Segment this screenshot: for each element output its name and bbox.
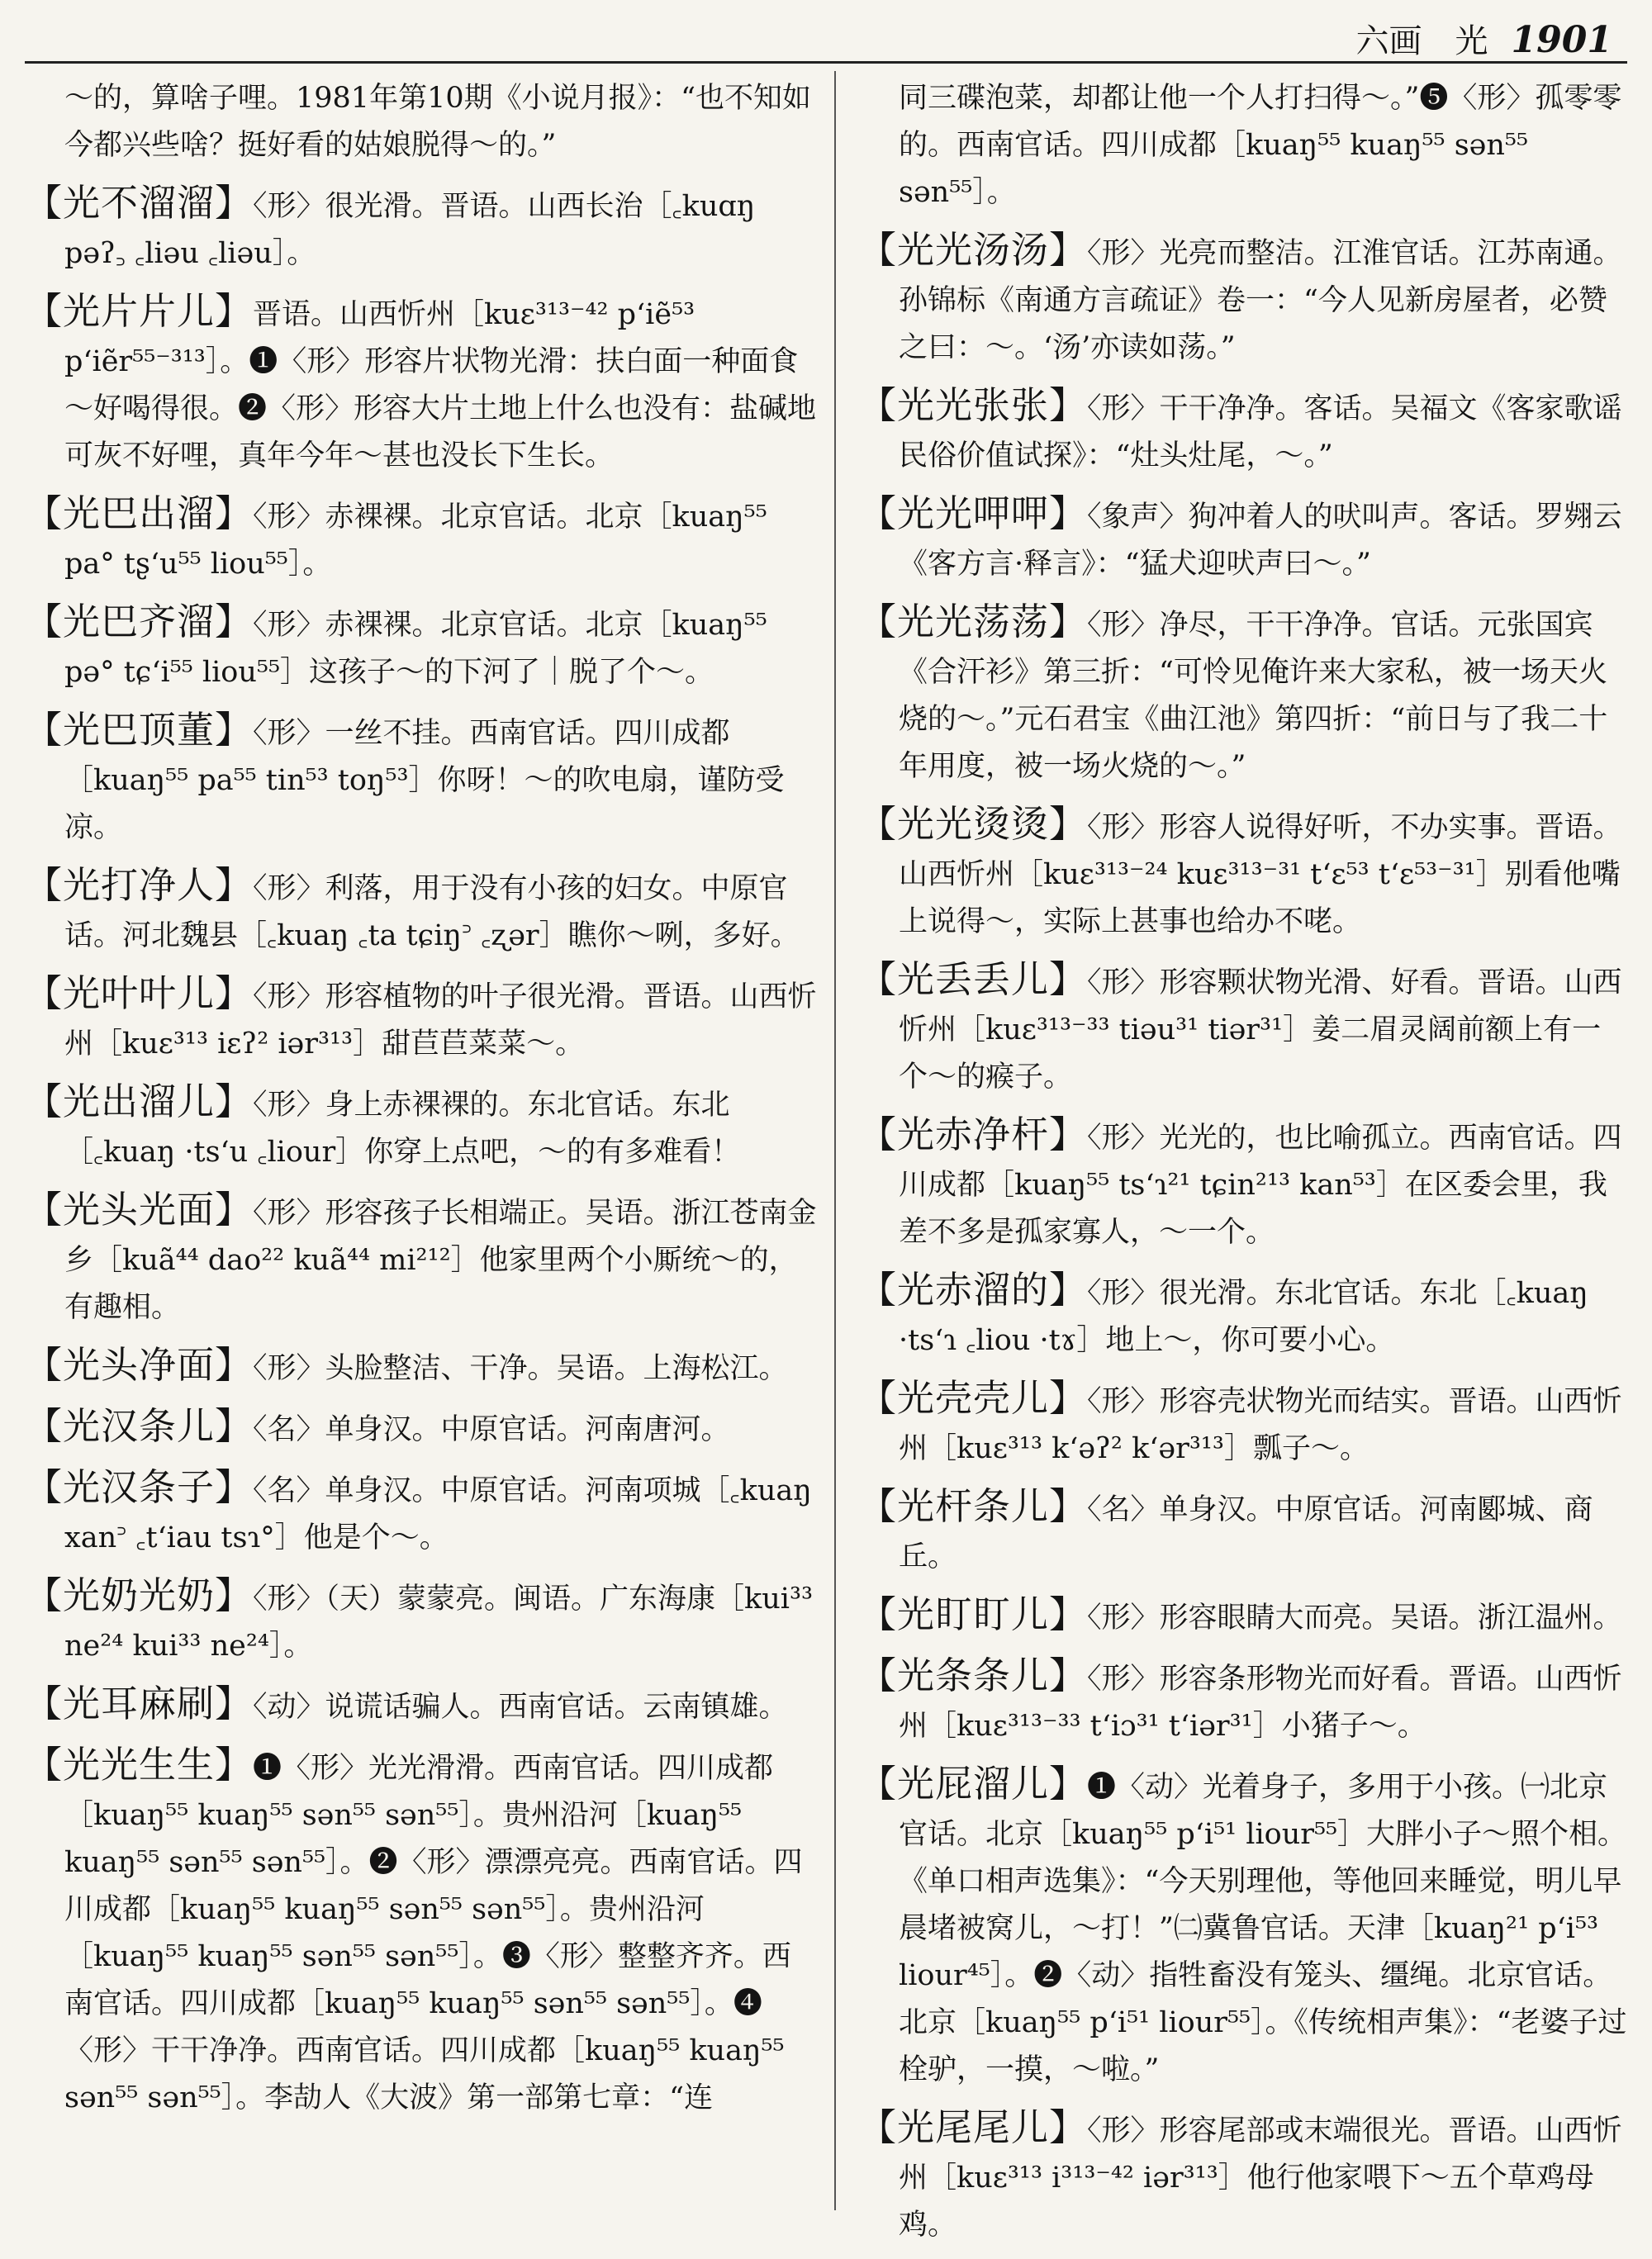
dictionary-entry <box>25 1741 818 2122</box>
entry-headword: 【光汉条子】 <box>25 1465 254 1509</box>
dictionary-entry <box>859 598 1627 790</box>
right-column <box>859 71 1627 2259</box>
entry-text: 〈形〉形容眼睛大而亮。吴语。浙江温州。 <box>1087 1602 1622 1635</box>
dictionary-entry <box>859 956 1627 1101</box>
entry-headword: 【光不溜溜】 <box>25 181 254 225</box>
entry-headword: 【光巴齐溜】 <box>25 600 254 643</box>
entry-text: 〈形〉干干净净。客话。吴福文《客家歌谣民俗价值试探》：“灶头灶尾，～。” <box>899 392 1622 472</box>
entry-text: ❶〈动〉光着身子，多用于小孩。㈠北京官话。北京［kuaŋ⁵⁵ pʻi⁵¹ liour⁵⁵］大胖小子～照个相。《单口相声选集》：“今天别理他，等他回来睡觉，明儿早晨堵被窝儿，～打！”㈡冀鲁官话。天津［kuaŋ²¹ pʻi⁵³ liour⁴⁵］。❷〈动〉指牲畜没有笼头、缰绳。北京官话。北京［kuaŋ⁵⁵ pʻi⁵¹ liour⁵⁵］。《传统相声集》：“老婆子过栓驴，一摸，～啦。” <box>899 1771 1627 2086</box>
entry-text: ～的，算啥子哩。1981年第10期《小说月报》：“也不知如今都兴些啥？挺好看的姑娘脱得～的。” <box>64 82 812 162</box>
dictionary-entry <box>25 490 818 588</box>
dictionary-entry <box>25 1186 818 1331</box>
dictionary-entry <box>859 1111 1627 1256</box>
entry-headword: 【光光张张】 <box>859 383 1088 427</box>
dictionary-entry <box>25 598 818 696</box>
entry-text: 〈名〉单身汉。中原官话。河南郾城、商丘。 <box>899 1493 1593 1573</box>
entry-headword: 【光巴出溜】 <box>25 491 254 535</box>
entry-text: ❶〈形〉光光滑滑。西南官话。四川成都［kuaŋ⁵⁵ kuaŋ⁵⁵ sən⁵⁵ sən⁵⁵］。贵州沿河［kuaŋ⁵⁵ kuaŋ⁵⁵ sən⁵⁵ sən⁵⁵］。❷〈形〉漂漂亮亮。西南官话。四川成都［kuaŋ⁵⁵ kuaŋ⁵⁵ sən⁵⁵ sən⁵⁵］。贵州沿河［kuaŋ⁵⁵ kuaŋ⁵⁵ sən⁵⁵ sən⁵⁵］。❸〈形〉整整齐齐。西南官话。四川成都［kuaŋ⁵⁵ kuaŋ⁵⁵ sən⁵⁵ sən⁵⁵］。❹〈形〉干干净净。西南官话。四川成都［kuaŋ⁵⁵ kuaŋ⁵⁵ sən⁵⁵ sən⁵⁵］。李劼人《大波》第一部第七章：“连 <box>64 1752 803 2114</box>
entry-text: 〈形〉身上赤裸裸的。东北官话。东北［꜀kuaŋ ·tsʻu ꜀liour］你穿上点吧，～的有多难看！ <box>64 1089 741 1169</box>
dictionary-entry <box>859 1266 1627 1364</box>
dictionary-entry <box>25 1572 818 1670</box>
entry-text: 同三碟泡菜，却都让他一个人打扫得～。”❺〈形〉孤零零的。西南官话。四川成都［kuaŋ⁵⁵ kuaŋ⁵⁵ sən⁵⁵ sən⁵⁵］。 <box>899 82 1622 209</box>
entry-text: 〈形〉形容条形物光而好看。晋语。山西忻州［kuɛ³¹³⁻³³ tʻiɔ³¹ tʻiər³¹］小猪子～。 <box>899 1663 1622 1743</box>
entry-text: 〈形〉形容壳状物光而结实。晋语。山西忻州［kuɛ³¹³ kʻəʔ² kʻər³¹³］瓢子～。 <box>899 1385 1622 1465</box>
dictionary-entry <box>25 179 818 278</box>
entry-text: 晋语。山西忻州［kuɛ³¹³⁻⁴² pʻiẽ⁵³ pʻiẽr⁵⁵⁻³¹³］。❶〈形〉形容片状物光滑：扶白面一种面食～好喝得很。❷〈形〉形容大片土地上什么也没有：盐碱地可灰不好哩，真年今年～甚也没长下生长。 <box>64 298 817 472</box>
page-number: 1901 <box>1511 19 1612 61</box>
entry-headword: 【光光呷呷】 <box>859 491 1088 535</box>
entry-headword: 【光头光面】 <box>25 1188 254 1232</box>
entry-headword: 【光出溜儿】 <box>25 1080 254 1123</box>
dictionary-entry <box>25 970 818 1068</box>
entry-text: 〈形〉头脸整洁、干净。吴语。上海松江。 <box>253 1352 788 1385</box>
entry-headword: 【光赤净杆】 <box>859 1113 1088 1156</box>
entry-text: 〈形〉形容孩子长相端正。吴语。浙江苍南金乡［kuã⁴⁴ dao²² kuã⁴⁴ mi²¹²］他家里两个小厮统～的，有趣相。 <box>64 1197 817 1324</box>
entry-text: 〈形〉形容颗状物光滑、好看。晋语。山西忻州［kuɛ³¹³⁻³³ tiəu³¹ tiər³¹］姜二眉灵阔前额上有一个～的瘊子。 <box>899 966 1622 1094</box>
entry-headword: 【光尾尾儿】 <box>859 2105 1088 2149</box>
entry-headword: 【光光生生】 <box>25 1743 254 1787</box>
entry-text: 〈名〉单身汉。中原官话。河南唐河。 <box>253 1413 730 1446</box>
entry-headword: 【光杆条儿】 <box>859 1484 1088 1528</box>
section-label: 六画 光 <box>1355 22 1488 60</box>
entry-text: 〈形〉形容尾部或末端很光。晋语。山西忻州［kuɛ³¹³ i³¹³⁻⁴² iər³¹³］他行他家喂下～五个草鸡母鸡。 <box>899 2114 1622 2242</box>
entry-text: 〈形〉净尽，干干净净。官话。元张国宾《合汗衫》第三折：“可怜见俺许来大家私，被一场天火烧的～。”元石君宝《曲江池》第四折：“前日与了我二十年用度，被一场火烧的～。” <box>899 609 1608 783</box>
entry-text: 〈象声〉狗冲着人的吠叫声。客话。罗翙云《客方言·释言》：“猛犬迎吠声曰～。” <box>899 501 1622 581</box>
column-divider <box>834 71 836 2210</box>
entry-headword: 【光巴顶董】 <box>25 708 254 752</box>
entry-headword: 【光壳壳儿】 <box>859 1376 1088 1420</box>
entry-text: 〈形〉很光滑。东北官话。东北［꜀kuaŋ ·tsʻɿ ꜀liou ·tɤ］地上～，你可要小心。 <box>899 1277 1588 1357</box>
entry-text: 〈形〉很光滑。晋语。山西长治［꜀kuɑŋ pəʔ꜆ ꜀liəu ꜀liəu］。 <box>64 190 756 270</box>
entry-headword: 【光打净人】 <box>25 863 254 907</box>
entry-text: 〈形〉赤裸裸。北京官话。北京［kuaŋ⁵⁵ pa° tʂʻu⁵⁵ liou⁵⁵］。 <box>64 501 767 581</box>
dictionary-entry <box>859 2104 1627 2249</box>
dictionary-entry <box>859 226 1627 372</box>
entry-text: 〈形〉一丝不挂。西南官话。四川成都［kuaŋ⁵⁵ pa⁵⁵ tin⁵³ toŋ⁵³］你呀！～的吹电扇，谨防受凉。 <box>64 717 785 844</box>
entry-text: 〈动〉说谎话骗人。西南官话。云南镇雄。 <box>253 1691 788 1724</box>
dictionary-entry <box>25 1078 818 1176</box>
entry-headword: 【光条条儿】 <box>859 1654 1088 1697</box>
dictionary-entry <box>25 1341 818 1393</box>
dictionary-entry <box>859 1760 1627 2094</box>
dictionary-entry <box>25 1464 818 1562</box>
entry-headword: 【光片片儿】 <box>25 289 254 333</box>
entry-text: 〈形〉光光的，也比喻孤立。西南官话。四川成都［kuaŋ⁵⁵ tsʻɿ²¹ tɕin²¹³ kan⁵³］在区委会里，我差不多是孤家寡人，～一个。 <box>899 1122 1622 1249</box>
entry-headword: 【光赤溜的】 <box>859 1268 1088 1312</box>
dictionary-entry <box>25 861 818 960</box>
dictionary-entry <box>859 800 1627 946</box>
page-header <box>1356 15 1612 62</box>
dictionary-entry <box>25 287 818 480</box>
entry-text: 〈形〉形容植物的叶子很光滑。晋语。山西忻州［kuɛ³¹³ iɛʔ² iər³¹³］甜苣苣菜菜～。 <box>64 980 817 1061</box>
entry-headword: 【光奶光奶】 <box>25 1573 254 1617</box>
left-column <box>25 71 818 2132</box>
dictionary-entry <box>25 71 818 169</box>
dictionary-entry <box>859 1591 1627 1642</box>
header-rule <box>25 61 1627 64</box>
entry-headword: 【光丢丢儿】 <box>859 957 1088 1001</box>
entry-headword: 【光头净面】 <box>25 1343 254 1387</box>
dictionary-entry <box>859 1374 1627 1473</box>
dictionary-entry <box>859 1652 1627 1750</box>
dictionary-entry <box>859 490 1627 588</box>
entry-text: 〈形〉形容人说得好听，不办实事。晋语。山西忻州［kuɛ³¹³⁻²⁴ kuɛ³¹³⁻³¹ tʻɛ⁵³ tʻɛ⁵³⁻³¹］别看他嘴上说得～，实际上甚事也给办不咾。 <box>899 811 1622 938</box>
entry-text: 〈形〉利落，用于没有小孩的妇女。中原官话。河北魏县［꜀kuaŋ ꜀ta tɕiŋ꜄ ꜀ʐər］瞧你～咧，多好。 <box>64 872 800 952</box>
entry-headword: 【光屁溜儿】 <box>859 1762 1088 1806</box>
entry-headword: 【光光烫烫】 <box>859 802 1088 846</box>
entry-text: 〈名〉单身汉。中原官话。河南项城［꜀kuaŋ xan꜄ ꜀tʻiau tsɿ°］他是个～。 <box>64 1474 812 1554</box>
entry-headword: 【光光荡荡】 <box>859 600 1088 643</box>
entry-text: 〈形〉赤裸裸。北京官话。北京［kuaŋ⁵⁵ pə° tɕʻi⁵⁵ liou⁵⁵］这孩子～的下河了｜脱了个～。 <box>64 609 767 689</box>
entry-headword: 【光盯盯儿】 <box>859 1592 1088 1636</box>
entry-text: 〈形〉（天）蒙蒙亮。闽语。广东海康［kui³³ ne²⁴ kui³³ ne²⁴］。 <box>64 1583 814 1663</box>
dictionary-entry <box>25 1680 818 1731</box>
entry-headword: 【光光汤汤】 <box>859 228 1088 272</box>
dictionary-entry <box>25 706 818 852</box>
dictionary-entry <box>859 382 1627 480</box>
entry-headword: 【光耳麻刷】 <box>25 1682 254 1725</box>
entry-headword: 【光汉条儿】 <box>25 1404 254 1448</box>
dictionary-entry <box>859 1483 1627 1581</box>
entry-headword: 【光叶叶儿】 <box>25 971 254 1015</box>
dictionary-entry <box>25 1402 818 1454</box>
entry-text: 〈形〉光亮而整洁。江淮官话。江苏南通。孙锦标《南通方言疏证》卷一：“今人见新房屋者，必赞之曰：～。‘汤’亦读如荡。” <box>899 237 1622 364</box>
dictionary-entry <box>859 71 1627 216</box>
